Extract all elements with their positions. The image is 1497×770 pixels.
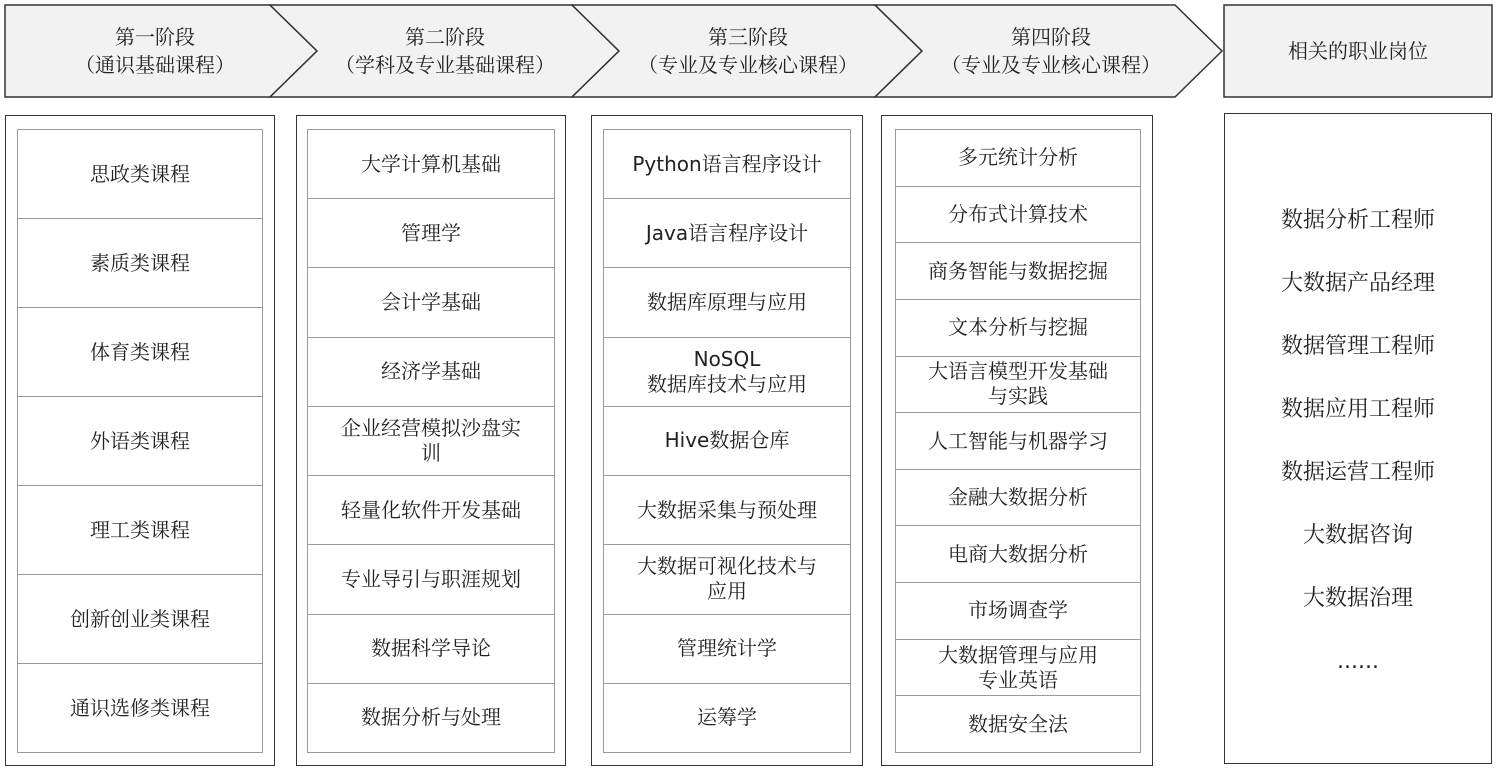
careers-header-title: 相关的职业岗位 xyxy=(1288,39,1428,63)
career-item: 大数据产品经理 xyxy=(1280,271,1435,296)
course-cell: 市场调查学 xyxy=(896,583,1140,640)
course-cell: 数据安全法 xyxy=(968,711,1068,736)
career-item: 数据管理工程师 xyxy=(1280,334,1435,359)
stage-2-course-list xyxy=(307,129,555,753)
course-cell: 外语类课程 xyxy=(18,397,262,486)
course-cell: 管理统计学 xyxy=(604,615,850,684)
career-item: 数据应用工程师 xyxy=(1280,397,1435,422)
career-item: 大数据咨询 xyxy=(1302,523,1413,548)
stage-2-course-panel xyxy=(296,115,566,766)
stage-1-course-panel xyxy=(5,115,275,766)
course-cell: 大数据可视化技术与 应用 xyxy=(604,545,850,614)
course-cell: 通识选修类课程 xyxy=(70,695,210,720)
course-cell: 大数据管理与应用 专业英语 xyxy=(896,640,1140,697)
course-cell: 体育类课程 xyxy=(18,308,262,397)
stage-1-subtitle: （通识基础课程） xyxy=(75,53,235,77)
course-cell: 大数据采集与预处理 xyxy=(604,476,850,545)
course-cell: NoSQL 数据库技术与应用 xyxy=(604,338,850,407)
stage-4-course-list xyxy=(895,129,1141,753)
careers-list xyxy=(1225,204,1491,708)
stage-1-course-list xyxy=(17,129,263,753)
course-cell: 人工智能与机器学习 xyxy=(896,413,1140,470)
course-cell: 运筹学 xyxy=(697,705,757,730)
stage-4-title: 第四阶段 xyxy=(1011,25,1091,49)
career-item: 数据运营工程师 xyxy=(1280,460,1435,485)
course-cell: 金融大数据分析 xyxy=(896,470,1140,527)
stage-2-label xyxy=(290,5,600,97)
course-cell: 专业导引与职涯规划 xyxy=(308,545,554,614)
course-cell: 大学计算机基础 xyxy=(308,130,554,199)
course-cell: 经济学基础 xyxy=(308,338,554,407)
course-cell: 多元统计分析 xyxy=(896,130,1140,187)
course-cell: 数据分析与处理 xyxy=(361,705,501,730)
course-cell: 创新创业类课程 xyxy=(18,575,262,664)
course-cell: 理工类课程 xyxy=(18,486,262,575)
stage-1-title: 第一阶段 xyxy=(115,25,195,49)
stage-4-subtitle: （专业及专业核心课程） xyxy=(941,53,1161,77)
course-cell: 大语言模型开发基础 与实践 xyxy=(896,357,1140,414)
stage-4-label xyxy=(896,5,1206,97)
stage-3-course-panel xyxy=(591,115,863,766)
career-item: ...... xyxy=(1337,649,1379,674)
stage-2-subtitle: （学科及专业基础课程） xyxy=(335,53,555,77)
career-item: 数据分析工程师 xyxy=(1280,208,1435,233)
course-cell: Hive数据仓库 xyxy=(604,407,850,476)
course-cell: Python语言程序设计 xyxy=(604,130,850,199)
stage-3-label xyxy=(593,5,903,97)
course-cell: Java语言程序设计 xyxy=(604,199,850,268)
course-cell: 数据科学导论 xyxy=(308,615,554,684)
course-cell: 文本分析与挖掘 xyxy=(896,300,1140,357)
course-cell: 企业经营模拟沙盘实 训 xyxy=(308,407,554,476)
course-cell: 轻量化软件开发基础 xyxy=(308,476,554,545)
careers-header-label xyxy=(1224,5,1492,97)
stage-3-subtitle: （专业及专业核心课程） xyxy=(638,53,858,77)
course-cell: 管理学 xyxy=(308,199,554,268)
course-cell: 会计学基础 xyxy=(308,268,554,337)
course-cell: 电商大数据分析 xyxy=(896,526,1140,583)
course-cell: 商务智能与数据挖掘 xyxy=(896,243,1140,300)
stage-4-course-panel xyxy=(881,115,1153,766)
careers-panel xyxy=(1224,113,1492,764)
course-cell: 思政类课程 xyxy=(18,130,262,219)
stage-1-label xyxy=(5,5,305,97)
course-cell: 素质类课程 xyxy=(18,219,262,308)
stage-3-course-list xyxy=(603,129,851,753)
course-cell: 数据库原理与应用 xyxy=(604,268,850,337)
career-item: 大数据治理 xyxy=(1302,586,1413,611)
course-cell: 分布式计算技术 xyxy=(896,187,1140,244)
stage-3-title: 第三阶段 xyxy=(708,25,788,49)
stage-2-title: 第二阶段 xyxy=(405,25,485,49)
